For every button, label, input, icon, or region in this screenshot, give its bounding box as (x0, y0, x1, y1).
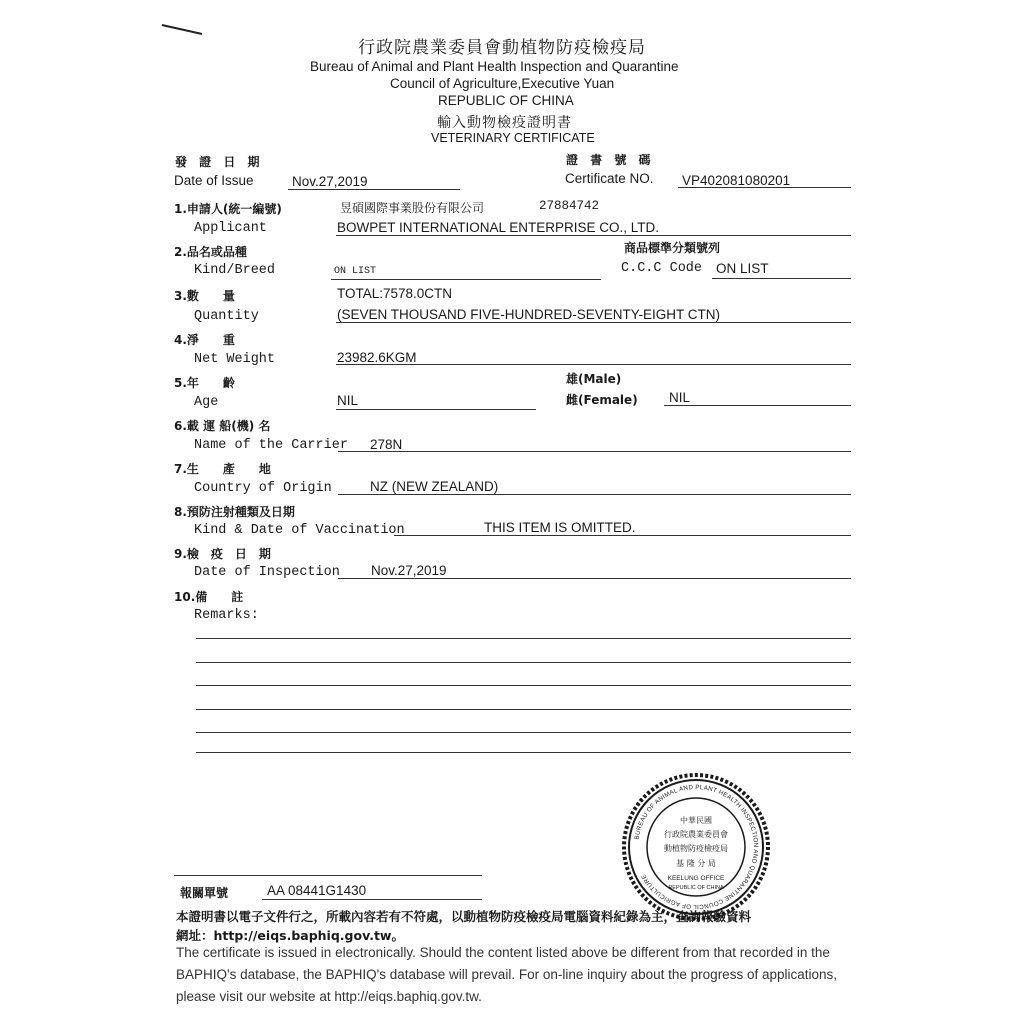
website-zh: 網址：http://eiqs.baphiq.gov.tw。 (176, 928, 404, 943)
customs-top-rule (174, 875, 482, 876)
cert-no-value: VP402081080201 (682, 173, 791, 188)
sex-underline (664, 405, 851, 406)
pen-mark-decoration (160, 20, 205, 40)
seal-line-2: 行政院農業委員會 (664, 830, 728, 839)
quantity-value: TOTAL:7578.0CTN (337, 286, 453, 301)
ccc-value: ON LIST (716, 261, 769, 276)
kind-label-zh: 2.品名或品種 (174, 245, 247, 259)
carrier-label: Name of the Carrier (194, 438, 348, 453)
agency-title-zh: 行政院農業委員會動植物防疫檢疫局 (358, 38, 646, 58)
remarks-line-6 (196, 752, 851, 753)
net-weight-value: 23982.6KGM (337, 350, 417, 365)
ccc-underline (712, 278, 851, 279)
seal-country: REPUBLIC OF CHINA (668, 885, 724, 891)
remarks-line-3 (196, 685, 851, 686)
vaccination-label-zh: 8.預防注射種類及日期 (174, 505, 295, 519)
council-title: Council of Agriculture,Executive Yuan (390, 76, 615, 91)
notice-en: The certificate is issued in electronically. Should the content listed above be different from that recorded in the BAPHIQ's database, the BAPHIQ's database will prevail. For on-line inquiry about the progress of applications, please visit our website at http://eiqs.baphiq.gov.tw. (176, 945, 837, 1004)
applicant-name-en: BOWPET INTERNATIONAL ENTERPRISE CO., LTD. (337, 220, 660, 235)
net-weight-underline (336, 364, 851, 365)
seal-line-3: 動植物防疫檢疫局 (664, 844, 728, 853)
issue-date-label: Date of Issue (174, 173, 254, 188)
quantity-label-zh: 3.數 量 (174, 289, 235, 303)
cert-no-label: Certificate NO. (565, 171, 654, 186)
applicant-label: Applicant (194, 221, 267, 236)
net-weight-label: Net Weight (194, 352, 276, 367)
inspection-label-zh: 9.檢 疫 日 期 (174, 547, 271, 561)
carrier-value: 278N (370, 437, 403, 452)
applicant-name-zh: 昱碩國際事業股份有限公司 (340, 201, 485, 215)
quantity-underline (336, 322, 851, 323)
notice-zh: 本證明書以電子文件行之，所載內容若有不符處，以動植物防疫檢疫局電腦資料紀錄為主，查詢報驗資料 (176, 909, 752, 924)
male-label: 雄(Male) (566, 372, 622, 386)
customs-label-zh: 報關單號 (180, 886, 229, 900)
origin-underline (338, 494, 851, 495)
age-underline (336, 409, 536, 410)
agency-title-en: Bureau of Animal and Plant Health Inspection and Quarantine (310, 59, 679, 74)
issue-date-value: Nov.27,2019 (292, 174, 368, 189)
applicant-tax-id: 27884742 (539, 199, 600, 213)
seal-line-1: 中華民國 (680, 816, 712, 825)
vaccination-label: Kind & Date of Vaccination (194, 523, 405, 538)
inspection-underline (338, 578, 851, 579)
net-weight-label-zh: 4.淨 重 (174, 333, 235, 347)
applicant-label-zh: 1.申請人(統一編號) (174, 202, 282, 216)
seal-office: KEELUNG OFFICE (667, 875, 725, 882)
age-label-zh: 5.年 齡 (174, 376, 235, 390)
ccc-label: C.C.C Code (621, 261, 703, 276)
origin-value: NZ (NEW ZEALAND) (370, 479, 499, 494)
quantity-words: (SEVEN THOUSAND FIVE-HUNDRED-SEVENTY-EIGHT CTN) (337, 307, 721, 322)
remarks-line-2 (196, 662, 851, 663)
vaccination-underline (394, 535, 851, 536)
document-title-zh: 輸入動物檢疫證明書 (437, 115, 572, 131)
official-seal-stamp (620, 771, 772, 923)
remarks-line-5 (196, 732, 851, 733)
inspection-value: Nov.27,2019 (371, 563, 447, 578)
document-title-en: VETERINARY CERTIFICATE (431, 131, 595, 145)
carrier-label-zh: 6.載 運 船(機) 名 (174, 419, 271, 433)
quantity-label: Quantity (194, 309, 259, 324)
age-value: NIL (337, 393, 359, 408)
kind-label: Kind/Breed (194, 263, 276, 278)
remarks-line-4 (196, 709, 851, 710)
seal-ring-text: BUREAU OF ANIMAL AND PLANT HEALTH INSPECTION AND QUARANTINE COUNCIL OF AGRICULTURE (633, 783, 760, 911)
customs-value: AA 08441G1430 (267, 883, 367, 898)
country-title: REPUBLIC OF CHINA (438, 93, 574, 108)
remarks-label-zh: 10.備 註 (174, 590, 244, 604)
sex-value: NIL (669, 390, 691, 405)
customs-underline (262, 899, 482, 900)
seal-line-4: 基 隆 分 局 (676, 859, 716, 868)
inspection-label: Date of Inspection (194, 565, 340, 580)
ccc-label-zh: 商品標準分類號列 (624, 241, 721, 255)
issue-date-underline (288, 189, 460, 190)
origin-label: Country of Origin (194, 481, 332, 496)
vaccination-value: THIS ITEM IS OMITTED. (484, 520, 636, 535)
kind-value: ON LIST (334, 266, 377, 277)
remarks-line-1 (196, 638, 851, 639)
kind-underline (331, 279, 601, 280)
age-label: Age (194, 395, 219, 410)
origin-label-zh: 7.生 產 地 (174, 462, 271, 476)
cert-no-underline (678, 187, 851, 188)
carrier-underline (338, 451, 851, 452)
remarks-label: Remarks: (194, 608, 259, 623)
female-label: 雌(Female) (566, 393, 638, 407)
applicant-underline (336, 235, 851, 236)
issue-date-label-zh: 發 證 日 期 (175, 155, 264, 169)
cert-no-label-zh: 證 書 號 碼 (566, 153, 655, 167)
